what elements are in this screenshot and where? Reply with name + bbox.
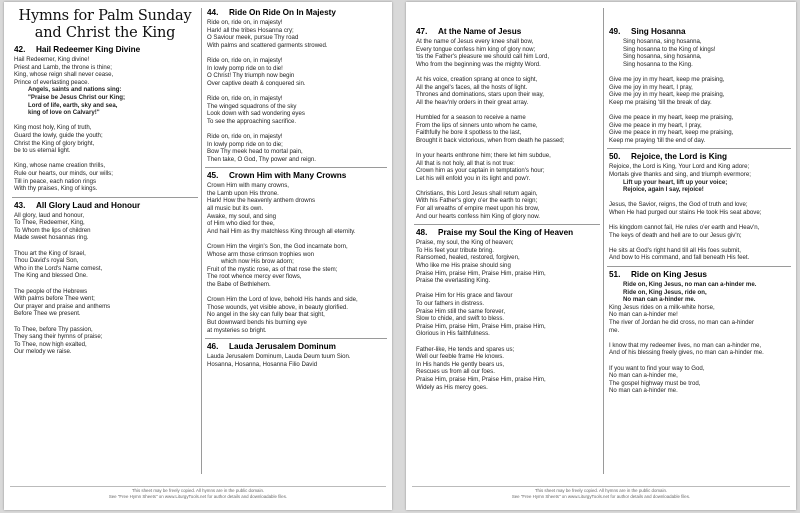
- section-divider: [607, 148, 791, 149]
- hymn-line: Praise Him for His grace and favour: [416, 292, 513, 300]
- hymn-name: All Glory Laud and Honour: [36, 200, 141, 210]
- hymn-line: Praise, my soul, the King of heaven;: [416, 239, 514, 247]
- hymn-line: Who like me His praise should sing: [416, 262, 511, 270]
- hymn-line: Faithfully he bore it spotless to the last,: [416, 129, 522, 137]
- verse-gap: [416, 144, 598, 152]
- verse-gap: [14, 117, 196, 125]
- hymn-line: Give me joy in my heart, I pray,: [609, 83, 693, 91]
- section-divider: [414, 224, 600, 225]
- hymn-line: Christians, this Lord Jesus shall return again,: [416, 189, 538, 197]
- hymn-number: 50.: [609, 152, 621, 162]
- hymn-line: Praise the everlasting King.: [416, 277, 491, 285]
- footer-line-2: See "Free Hymn Sheets" on www.LiturgyTools.net for author details and downloadable files.: [108, 494, 288, 499]
- hymn-line: Every tongue confess him king of glory now;: [416, 45, 536, 53]
- hymn-line: With palms before Thee went;: [14, 295, 95, 303]
- hymn-line: Rescues us from all our foes.: [416, 368, 495, 376]
- section-divider: [12, 197, 198, 198]
- verse-gap: [416, 338, 598, 346]
- verse-gap: [416, 285, 598, 293]
- hymn-line: With palms and scattered garments strowed.: [207, 41, 328, 49]
- hymn-line: Crown Him the virgin's Son, the God incarnate born,: [207, 243, 348, 251]
- hymn-48: [414, 227, 600, 391]
- hymn-line: The King and blessed One.: [14, 272, 88, 280]
- hymn-line: All the heav'nly orders in their great array.: [416, 98, 529, 106]
- hymn-name: Crown Him with Many Crowns: [229, 171, 347, 181]
- hymn-line: And our hearts confess him King of glory now.: [416, 212, 540, 220]
- hymn-line: If you want to find your way to God,: [609, 364, 705, 372]
- hymn-number: 44.: [207, 8, 219, 17]
- hymn-name: Lauda Jerusalem Dominum: [229, 342, 336, 352]
- hymn-line: Guard the lowly, guide the youth;: [14, 131, 103, 139]
- verse-gap: [609, 334, 789, 342]
- hymn-line: King, whose reign shall never cease,: [14, 71, 114, 79]
- hymn-line: To Thee, now high exalted,: [14, 340, 87, 348]
- hymn-line: Thou David's royal Son,: [14, 257, 79, 265]
- section-divider: [205, 167, 387, 168]
- hymn-line: Praise Him, praise Him, Praise Him, praise Him,: [416, 322, 546, 330]
- hymn-line: Fruit of the mystic rose, as of that rose the stem;: [207, 265, 338, 273]
- hymn-line: Hail Redeemer, King divine!: [14, 56, 90, 63]
- hymn-42: [12, 44, 198, 193]
- hymn-line: Sing hosanna to the King.: [623, 60, 693, 68]
- verse-gap: [416, 106, 598, 114]
- hymn-line: Hark! How the heavenly anthem drowns: [207, 197, 316, 205]
- hymn-line: Sing hosanna to the King of kings!: [623, 45, 716, 53]
- hymn-line: Let his will enfold you in its light and pow'r.: [416, 174, 531, 182]
- hymn-title: [609, 151, 789, 162]
- hymn-line: The winged squadrons of the sky: [207, 102, 297, 110]
- hymn-44: [205, 7, 387, 163]
- hymn-line: All glory, laud and honour,: [14, 211, 85, 219]
- hymn-line: Ride on, ride on, in majesty!: [207, 19, 283, 26]
- hymn-line: To see the approaching sacrifice.: [207, 117, 297, 125]
- hymn-line: His kingdom cannot fail, He rules o'er earth and Heav'n,: [609, 224, 760, 232]
- hymn-line: Praise Him still the same forever,: [416, 307, 506, 315]
- hymn-name: Hail Redeemer King Divine: [36, 45, 141, 54]
- hymn-line: of Him who died for thee,: [207, 220, 275, 228]
- hymn-line: at mysteries so bright.: [207, 326, 267, 334]
- page-footer: [4, 488, 392, 500]
- hymn-line: The river of Jordan he did cross, no man can a-hinder: [609, 319, 754, 326]
- right-page-column-2: [607, 24, 791, 395]
- verse-gap: [207, 49, 385, 57]
- right-page-column-1: [414, 24, 600, 391]
- verse-gap: [207, 87, 385, 95]
- hymn-line: Over captive death & conquered sin.: [207, 79, 306, 87]
- hymn-46: [205, 341, 387, 368]
- hymn-line: O Christ! Thy triumph now begin: [207, 72, 295, 80]
- hymn-line: Give me peace in my heart, keep me praising,: [609, 129, 734, 137]
- hymn-refrain-line: king of love on Calvary!": [28, 109, 100, 117]
- hymn-line: Glorious in His faithfulness.: [416, 330, 490, 338]
- hymn-refrain-line: Rejoice, again I say, rejoice!: [623, 186, 704, 194]
- hymn-name: Praise my Soul the King of Heaven: [438, 228, 574, 238]
- hymn-line: Praise Him, praise Him, Praise Him, praise Him,: [416, 375, 546, 383]
- hymn-line: Widely as His mercy goes.: [416, 383, 488, 391]
- hymn-line: With thy praises, King of kings.: [14, 185, 98, 193]
- hymn-name: Rejoice, the Lord is King: [631, 152, 727, 162]
- hymn-refrain-line: Ride on, King Jesus, ride on,: [623, 288, 707, 296]
- hymn-number: 43.: [14, 200, 26, 210]
- hymn-line: Give me peace in my heart, I pray,: [609, 121, 702, 129]
- hymn-line: From the lips of sinners unto whom he came,: [416, 121, 538, 129]
- hymn-line: The people of the Hebrews: [14, 287, 88, 295]
- verse-gap: [609, 68, 789, 76]
- hymn-title: [416, 227, 598, 238]
- hymn-line: Rule our hearts, our minds, our wills;: [14, 169, 113, 177]
- hymn-line: Look down with sad wondering eyes: [207, 110, 305, 118]
- hymn-47: [414, 26, 600, 220]
- hymn-line: Rejoice, the Lord is King, Your Lord and King adore;: [609, 163, 750, 171]
- hymn-name: Sing Hosanna: [631, 27, 686, 36]
- page-footer: [406, 488, 796, 500]
- hymn-line: The gospel highway must be trod,: [609, 379, 701, 387]
- hymn-line: King most holy, King of truth,: [14, 124, 92, 132]
- hymn-line: Ride on, ride on, in majesty!: [207, 132, 283, 140]
- hymn-line: They sang their hymns of praise;: [14, 333, 103, 341]
- hymn-line: Ransomed, healed, restored, forgiven,: [416, 254, 520, 262]
- hymn-line: No angel in the sky can fully bear that sight,: [207, 311, 325, 319]
- hymn-line: In your hearts enthrone him; there let him subdue,: [416, 151, 551, 159]
- hymn-line: Christ the King of glory bright,: [14, 139, 95, 147]
- hymn-title: [14, 200, 196, 211]
- hymn-number: 47.: [416, 27, 428, 36]
- hymn-title: [207, 7, 385, 18]
- verse-gap: [14, 280, 196, 288]
- footer-divider: [412, 486, 790, 487]
- hymn-refrain-line: Ride on, King Jesus, no man can a-hinder me.: [623, 281, 757, 289]
- hymn-refrain-line: No man can a-hinder me.: [623, 296, 696, 304]
- hymn-line: all music but its own.: [207, 205, 264, 213]
- hymn-line: Humbled for a season to receive a name: [416, 113, 526, 121]
- hymn-line: 'tis the Father's pleasure we should call him Lord,: [416, 53, 550, 61]
- hymn-line: But downward bends his burning eye: [207, 318, 307, 326]
- hymn-line: And bow to His command, and fall beneath His feet.: [609, 254, 750, 262]
- hymn-line: the Babe of Bethlehem.: [207, 281, 271, 288]
- hymn-title: [416, 26, 598, 37]
- hymn-line: Till in peace, each nation rings: [14, 177, 97, 185]
- hymn-refrain-line: "Praise be Jesus Christ our King;: [28, 93, 126, 101]
- hymn-line: No man can a-hinder me!: [609, 311, 678, 319]
- hymn-number: 49.: [609, 27, 621, 36]
- hymn-line: At his voice, creation sprang at once to sight,: [416, 75, 538, 83]
- hymn-line: No man can a-hinder me,: [609, 372, 678, 380]
- hymn-line: me.: [609, 326, 620, 334]
- hymn-line: Well our feeble frame He knows.: [416, 353, 504, 361]
- hymn-49: [607, 26, 791, 144]
- hymn-refrain-line: Lord of life, earth, sky and sea,: [28, 101, 118, 109]
- hymn-line: I know that my redeemer lives, no man can a-hinder me,: [609, 341, 762, 349]
- column-divider: [201, 8, 202, 474]
- footer-line-1: This sheet may be freely copied. All hymns are in the public domain.: [534, 488, 668, 493]
- hymn-line: Slow to chide, and swift to bless.: [416, 315, 505, 323]
- column-divider: [603, 8, 604, 474]
- footer-divider: [10, 486, 386, 487]
- hymn-line: Jesus, the Savior, reigns, the God of truth and love;: [609, 201, 748, 209]
- hymn-line: Then take, O God, Thy power and reign.: [207, 155, 316, 163]
- hymn-line: Give me peace in my heart, keep me praising,: [609, 113, 734, 121]
- hymn-45: [205, 170, 387, 334]
- hymn-line: The keys of death and hell are to our Jesus giv'n;: [609, 231, 742, 239]
- hymn-line: In lowly pomp ride on to die;: [207, 140, 283, 148]
- hymn-line: Lauda Jerusalem Dominum, Lauda Deum tuum Sion.: [207, 353, 351, 361]
- hymn-line: Crown him as your captain in temptation's hour;: [416, 167, 545, 175]
- hymn-name: Ride On Ride On In Majesty: [229, 8, 336, 17]
- hymn-50: [607, 151, 791, 262]
- verse-gap: [416, 182, 598, 190]
- hymn-line: Crown Him with many crowns,: [207, 182, 289, 190]
- hymn-line: In lowly pomp ride on to die!: [207, 64, 283, 72]
- verse-gap: [609, 239, 789, 247]
- hymn-line: Sing hosanna, sing hosanna,: [623, 53, 702, 61]
- left-page: [4, 2, 392, 510]
- hymn-line: To Thee, before Thy passion,: [14, 325, 93, 333]
- hymn-number: 46.: [207, 342, 219, 352]
- verse-gap: [207, 235, 385, 243]
- verse-gap: [14, 318, 196, 326]
- hymn-line: Made sweet hosannas ring.: [14, 234, 89, 242]
- hymn-line: Ride on, ride on, in majesty!: [207, 94, 283, 102]
- hymn-refrain-line: Angels, saints and nations sing:: [28, 86, 122, 94]
- verse-gap: [14, 155, 196, 163]
- hymn-line: Praise Him, praise Him, Praise Him, praise Him,: [416, 269, 546, 277]
- hymn-line: All that is not holy, all that is not true:: [416, 159, 515, 167]
- verse-gap: [609, 194, 789, 202]
- hymn-line: Hark! all the tribes Hosanna cry;: [207, 26, 294, 34]
- hymn-line: To His feet your tribute bring.: [416, 246, 494, 254]
- hymn-line: Crown Him the Lord of love, behold His hands and side,: [207, 296, 358, 304]
- verse-gap: [416, 68, 598, 76]
- hymn-line: Keep me praising 'till the break of day.: [609, 98, 712, 106]
- verse-gap: [609, 216, 789, 224]
- hymn-line: King, whose name creation thrills,: [14, 162, 106, 170]
- hymn-line: For all wreaths of empire meet upon his brow,: [416, 205, 540, 213]
- hymn-line: Bow Thy meek head to mortal pain,: [207, 148, 303, 156]
- hymn-title: [609, 269, 789, 280]
- hymn-43: [12, 200, 198, 356]
- hymn-line: To Thee, Redeemer, King,: [14, 219, 85, 227]
- hymn-line: Awake, my soul, and sing: [207, 212, 276, 220]
- hymn-line: All the angel's faces, all the hosts of light.: [416, 83, 528, 91]
- hymn-line: Thrones and dominations, stars upon their way,: [416, 91, 544, 99]
- hymn-number: 51.: [609, 270, 621, 280]
- hymn-title: [609, 26, 789, 37]
- hymn-line: which now His brow adorn;: [221, 258, 294, 266]
- hymn-number: 48.: [416, 228, 428, 238]
- hymn-line: Whose arm those crimson trophies won: [207, 250, 315, 258]
- hymn-line: Give me joy in my heart, keep me praising,: [609, 91, 725, 99]
- hymn-title: [207, 341, 385, 352]
- hymn-line: Father-like, He tends and spares us;: [416, 345, 515, 353]
- verse-gap: [207, 289, 385, 297]
- hymn-line: With his Father's glory o'er the earth to reign;: [416, 197, 538, 205]
- hymn-line: Hosanna, Hosanna, Hosanna Filio David: [207, 360, 318, 368]
- hymn-line: To our fathers in distress.: [416, 300, 485, 307]
- verse-gap: [609, 106, 789, 114]
- hymn-line: Mortals give thanks and sing, and triumph evermore;: [609, 170, 751, 178]
- hymn-name: Ride on King Jesus: [631, 270, 707, 280]
- left-page-column-1: [12, 2, 198, 356]
- hymn-title: [207, 170, 385, 181]
- hymn-line: Sing hosanna, sing hosanna,: [623, 38, 702, 45]
- hymn-line: Give me joy in my heart, keep me praising,: [609, 75, 725, 83]
- hymn-number: 45.: [207, 171, 219, 181]
- page-title: Hymns for Palm Sunday and Christ the King: [18, 8, 192, 41]
- hymn-line: Our melody we raise.: [14, 348, 72, 356]
- hymn-line: No man can a-hinder me.: [609, 387, 678, 395]
- hymn-line: At the name of Jesus every knee shall bow,: [416, 38, 534, 45]
- hymn-line: Prince of everlasting peace.: [14, 78, 90, 86]
- verse-gap: [14, 242, 196, 250]
- hymn-line: O Saviour meek, pursue Thy road: [207, 34, 299, 42]
- hymn-line: Ride on, ride on, in majesty!: [207, 56, 283, 64]
- hymn-line: Who in the Lord's Name comest,: [14, 264, 103, 272]
- hymn-line: Before Thee we present.: [14, 310, 81, 318]
- hymn-line: When He had purged our stains He took His seat above;: [609, 208, 762, 216]
- section-divider: [607, 266, 791, 267]
- hymn-line: be to us eternal light.: [14, 147, 71, 155]
- hymn-line: In His hands He gently bears us,: [416, 360, 505, 368]
- section-divider: [205, 338, 387, 339]
- footer-line-2: See "Free Hymn Sheets" on www.LiturgyTools.net for author details and downloadable files.: [511, 494, 691, 499]
- hymn-line: And hail Him as thy matchless King through all eternity.: [207, 227, 356, 235]
- hymn-line: King Jesus rides on a milk-white horse,: [609, 303, 715, 311]
- hymn-line: Thou art the King of Israel,: [14, 249, 86, 257]
- hymn-line: He sits at God's right hand till all His foes submit,: [609, 246, 741, 254]
- hymn-line: Priest and Lamb, the throne is thine;: [14, 63, 112, 71]
- left-page-column-2: [205, 5, 387, 368]
- hymn-refrain-line: Lift up your heart, lift up your voice;: [623, 178, 728, 186]
- right-page: [406, 2, 796, 510]
- hymn-number: 42.: [14, 45, 26, 54]
- hymn-name: At the Name of Jesus: [438, 27, 522, 36]
- hymn-line: To Whom the lips of children: [14, 226, 91, 234]
- hymn-title: [14, 44, 196, 55]
- hymn-line: Who from the beginning was the mighty Word.: [416, 60, 541, 68]
- hymn-line: Keep me praying 'till the end of day.: [609, 136, 706, 144]
- verse-gap: [207, 125, 385, 133]
- hymn-line: The root whence mercy ever flows,: [207, 273, 302, 281]
- hymn-line: Brought it back victorious, when from death he passed;: [416, 136, 565, 144]
- hymn-line: Those wounds, yet visible above, in beauty glorified.: [207, 303, 348, 311]
- hymn-line: Our prayer and praise and anthems: [14, 302, 111, 310]
- footer-line-1: This sheet may be freely copied. All hymns are in the public domain.: [131, 488, 265, 493]
- hymn-51: [607, 269, 791, 395]
- hymn-line: And of his blessing freely gives, no man can a-hinder me.: [609, 349, 764, 357]
- hymn-line: the Lamb upon His throne.: [207, 189, 279, 197]
- verse-gap: [609, 357, 789, 365]
